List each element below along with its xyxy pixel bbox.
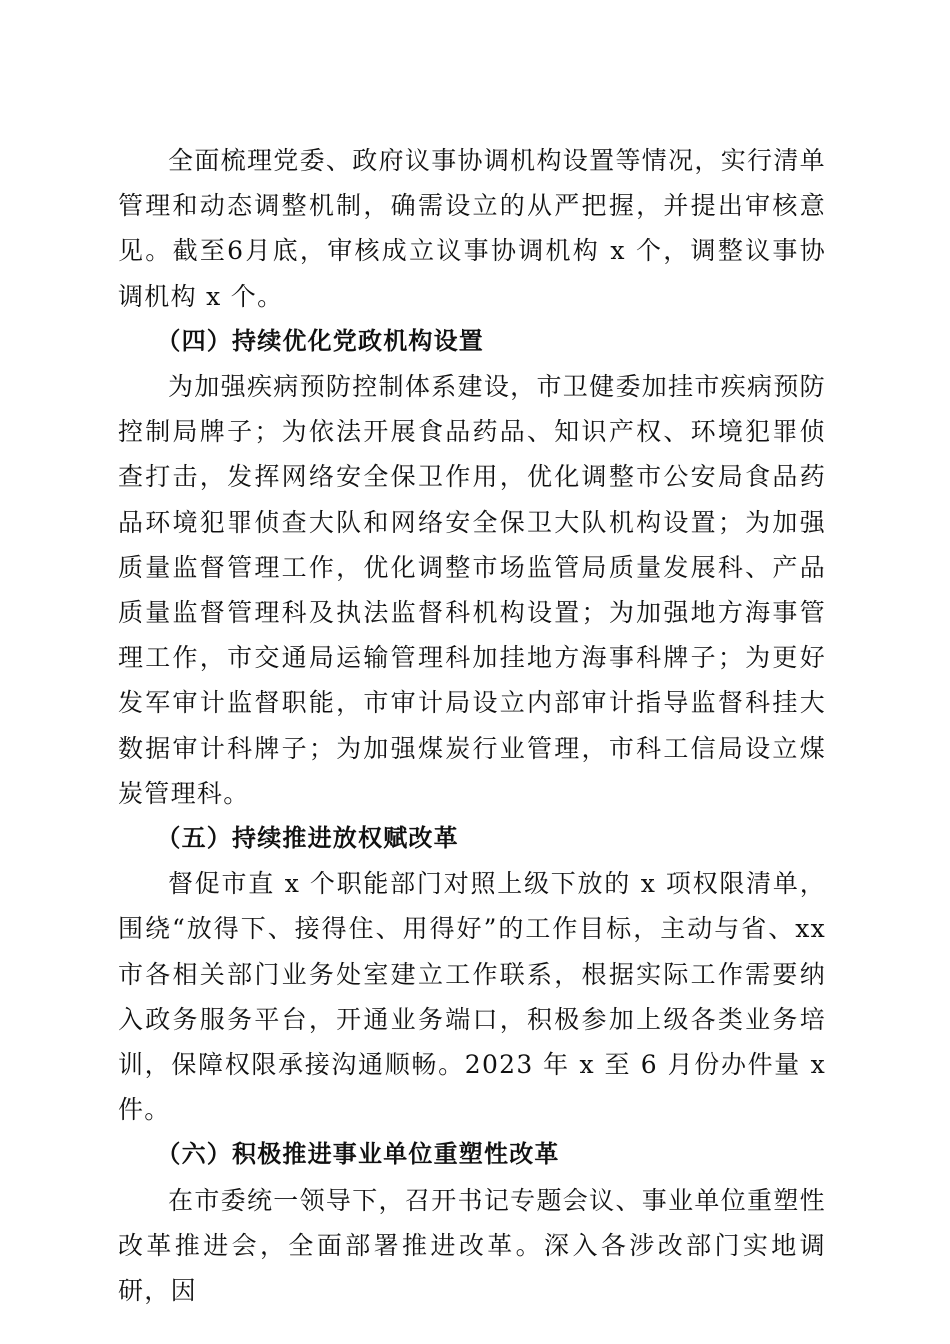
document-body bbox=[118, 138, 826, 1313]
body-paragraph-delegation: 督促市直 x 个职能部门对照上级下放的 x 项权限清单，围绕“放得下、接得住、用得好”的工作目标，主动与省、xx 市各相关部门业务处室建立工作联系，根据实际工作需要纳入政务服务平台，开通业务端口，积极参加上级各类业务培训，保障权限承接沟通顺畅。2023 年 x 至 6 月份办件量 x 件。 bbox=[118, 869, 826, 1125]
body-paragraph-reform: 在市委统一领导下，召开书记专题会议、事业单位重塑性改革推进会，全面部署推进改革。深入各涉改部门实地调研，因 bbox=[118, 1185, 826, 1306]
body-paragraph-review: 全面梳理党委、政府议事协调机构设置等情况，实行清单管理和动态调整机制，确需设立的从严把握，并提出审核意见。截至6月底，审核成立议事协调机构 x 个，调整议事协调机构 x 个。 bbox=[118, 146, 826, 311]
section-heading-5: （五）持续推进放权赋改革 bbox=[156, 824, 459, 853]
section-heading-6: （六）积极推进事业单位重塑性改革 bbox=[156, 1140, 560, 1169]
body-paragraph-optimize: 为加强疾病预防控制体系建设，市卫健委加挂市疾病预防控制局牌子；为依法开展食品药品、知识产权、环境犯罪侦查打击，发挥网络安全保卫作用，优化调整市公安局食品药品环境犯罪侦查大队和网络安全保卫大队机构设置；为加强质量监督管理工作，优化调整市场监管局质量发展科、产品质量监督管理科及执法监督科机构设置；为加强地方海事管理工作，市交通局运输管理科加挂地方海事科牌子；为更好发军审计监督职能，市审计局设立内部审计指导监督科挂大数据审计科牌子；为加强煤炭行业管理，市科工信局设立煤炭管理科。 bbox=[118, 372, 826, 808]
section-heading-4: （四）持续优化党政机构设置 bbox=[156, 326, 484, 355]
